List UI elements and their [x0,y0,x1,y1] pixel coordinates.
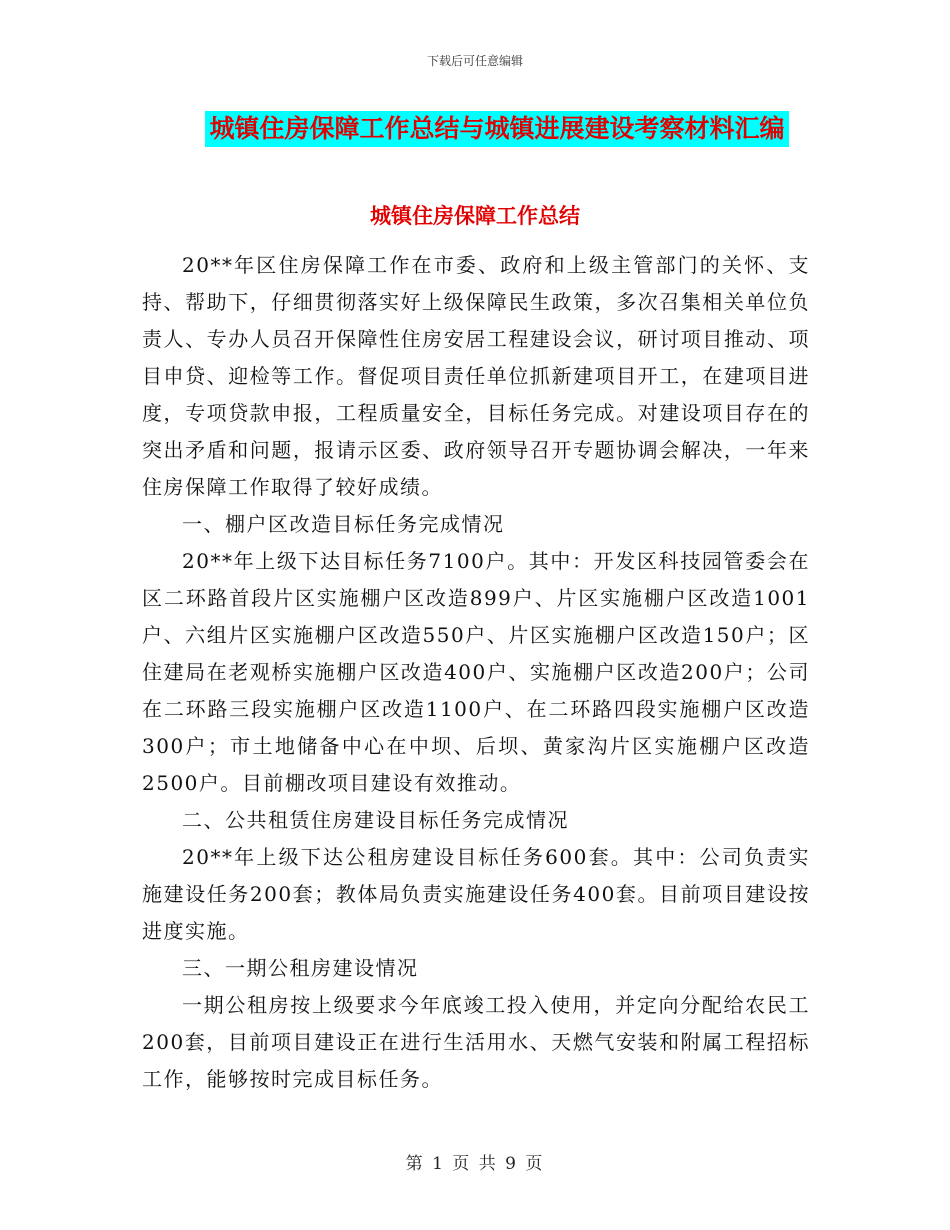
heading-phase-one-rental: 三、一期公租房建设情况 [182,956,419,980]
main-title: 城镇住房保障工作总结与城镇进展建设考察材料汇编 [205,111,788,147]
header-note: 下载后可任意编辑 [426,54,523,68]
heading-shantytown-renovation: 一、棚户区改造目标任务完成情况 [182,512,505,536]
main-title-container [0,111,950,147]
paragraph-phase-one-rental: 一期公租房按上级要求今年底竣工投入使用，并定向分配给农民工200套，目前项目建设正在进行生活用水、天燃气安装和附属工程招标工作，能够按时完成目标任务。 [142,993,810,1091]
paragraph-public-rental-housing: 20**年上级下达公租房建设目标任务600套。其中：公司负责实施建设任务200套；教体局负责实施建设任务400套。目前项目建设按进度实施。 [142,845,810,943]
section-title: 城镇住房保障工作总结 [370,204,580,228]
document-body [142,247,810,1098]
paragraph-intro: 20**年区住房保障工作在市委、政府和上级主管部门的关怀、支持、帮助下，仔细贯彻落实好上级保障民生政策，多次召集相关单位负责人、专办人员召开保障性住房安居工程建设会议，研讨项目推动、项目申贷、迎检等工作。督促项目责任单位抓新建项目开工，在建项目进度，专项贷款申报，工程质量安全，目标任务完成。对建设项目存在的突出矛盾和问题，报请示区委、政府领导召开专题协调会解决，一年来住房保障工作取得了较好成绩。 [142,253,810,499]
paragraph-shantytown-renovation: 20**年上级下达目标任务7100户。其中：开发区科技园管委会在区二环路首段片区实施棚户区改造899户、片区实施棚户区改造1001户、六组片区实施棚户区改造550户、片区实施棚户区改造150户；区住建局在老观桥实施棚户区改造400户、实施棚户区改造200户；公司在二环路三段实施棚户区改造1100户、在二环路四段实施棚户区改造300户；市土地储备中心在中坝、后坝、黄家沟片区实施棚户区改造2500户。目前棚改项目建设有效推动。 [142,549,810,795]
heading-public-rental-housing: 二、公共租赁住房建设目标任务完成情况 [182,808,569,832]
page-footer: 第 1 页 共 9 页 [405,1154,545,1174]
